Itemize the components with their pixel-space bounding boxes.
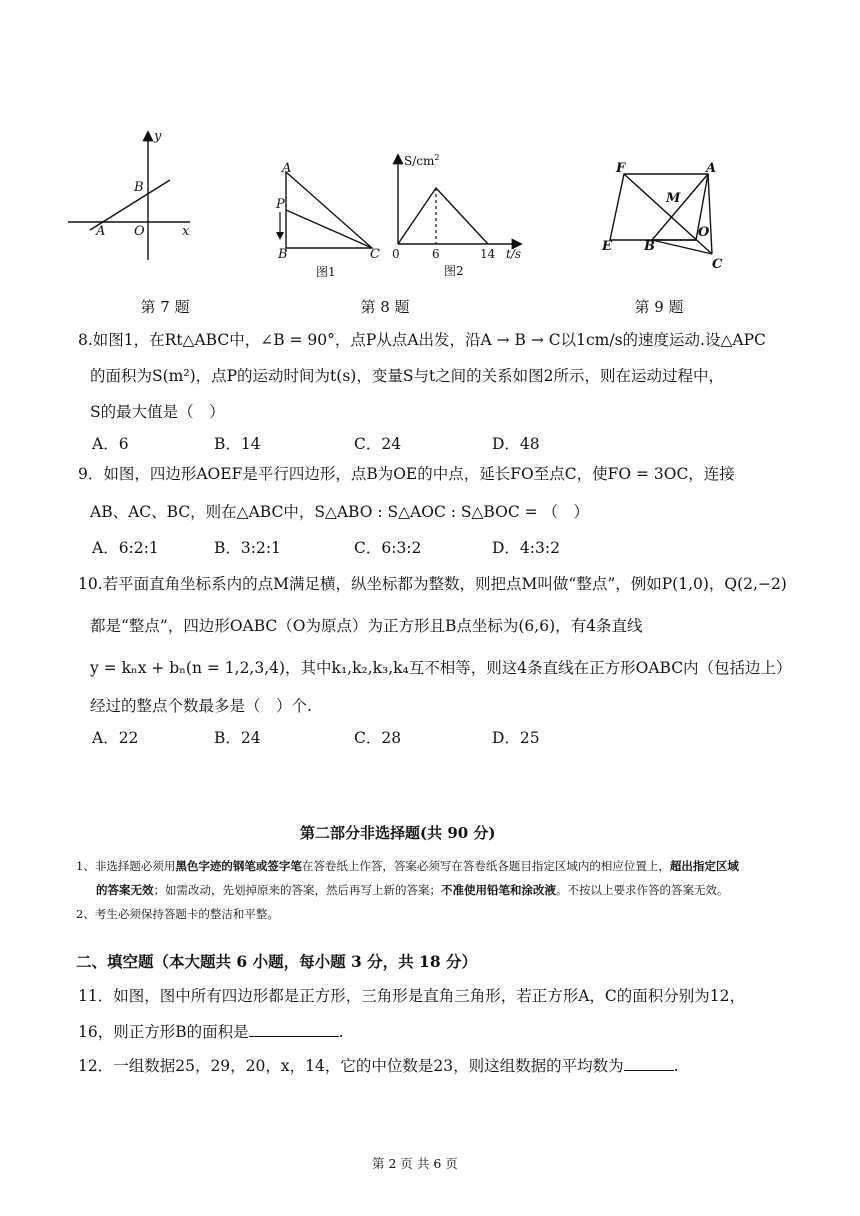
q9-option-a[interactable]: A．6:2:1 (92, 539, 159, 557)
q11-answer-blank[interactable] (249, 1022, 339, 1037)
question-11 (78, 982, 818, 1046)
q10-line4: 经过的整点个数最多是（ ）个. (90, 697, 312, 715)
question-8 (78, 322, 808, 452)
segment-pc (286, 210, 372, 248)
q12-answer-blank[interactable] (624, 1056, 674, 1071)
q10-line3: y = kₙx + bₙ(n = 1,2,3,4)，其中k₁,k₂,k₃,k₄互不相等，则这4条直线在正方形OABC内（包括边上） (90, 659, 792, 677)
figure-q9 (596, 158, 736, 276)
q10-option-a[interactable]: A．22 (92, 729, 139, 747)
label-xlabel: t/s (506, 247, 522, 261)
segment-bc (652, 240, 712, 254)
label-a: A (96, 224, 106, 239)
q8-option-a[interactable]: A．6 (92, 435, 129, 453)
tick-6: 6 (432, 247, 440, 261)
q12-line1: 12．一组数据25，29，20，x，14，它的中位数是23，则这组数据的平均数为 . (78, 1057, 679, 1075)
segment-ac (708, 174, 712, 254)
section2-heading: 二、填空题（本大题共 6 小题，每小题 3 分，共 18 分） (76, 952, 478, 971)
label-c: C (370, 247, 380, 262)
question-10 (78, 570, 818, 750)
figure-q7 (60, 125, 200, 265)
label-a: A (282, 161, 292, 176)
q8-option-c[interactable]: C．24 (354, 435, 402, 453)
label-b: B (644, 239, 655, 254)
q11-line1: 11．如图，图中所有四边形都是正方形，三角形是直角三角形，若正方形A，C的面积分别为12， (78, 987, 746, 1005)
part2-note2: 2、考生必须保持答题卡的整洁和平整。 (76, 907, 279, 921)
graph-s-t (398, 188, 488, 244)
q10-option-b[interactable]: B．24 (214, 729, 261, 747)
q10-line1: 10.若平面直角坐标系内的点M满足横，纵坐标都为整数，则把点M叫做“整点”，例如P(1,0)，Q(2,−2) (78, 575, 787, 593)
caption-fig1: 图1 (316, 265, 336, 279)
part2-note1-line2: 的答案无效；如需改动，先划掉原来的答案，然后再写上新的答案；不准使用铅笔和涂改液。不按以上要求作答的答案无效。 (96, 883, 729, 897)
caption-fig2: 图2 (444, 264, 464, 278)
q10-option-c[interactable]: C．28 (354, 729, 402, 747)
label-ylabel: $S/cm^2$ (404, 153, 440, 168)
q9-option-b[interactable]: B．3:2:1 (214, 539, 281, 557)
q10-option-d[interactable]: D．25 (492, 729, 540, 747)
q9-option-d[interactable]: D．4:3:2 (492, 539, 560, 557)
label-m: M (666, 191, 681, 206)
figure-q8-2 (384, 150, 532, 285)
figure-q8-1 (268, 160, 388, 285)
q9-line2: AB、AC、BC，则在△ABC中，S△ABO : S△AOC : S△BOC = （ ） (90, 503, 590, 521)
q8-option-d[interactable]: D．48 (492, 435, 540, 453)
parallelogram-aoef (610, 174, 708, 240)
label-o: O (698, 225, 710, 240)
part2-title: 第二部分非选择题(共 90 分) (300, 824, 496, 842)
label-x: x (182, 224, 190, 239)
q8-line1: 8.如图1，在Rt△ABC中，∠B = 90°，点P从点A出发，沿A → B → C以1cm/s的速度运动.设△APC (78, 331, 766, 349)
q9-line1: 9．如图，四边形AOEF是平行四边形，点B为OE的中点，延长FO至点C，使FO = 3OC，连接 (78, 465, 735, 483)
label-a: A (706, 161, 717, 176)
q11-line2: 16，则正方形B的面积是 . (78, 1023, 344, 1041)
caption-q9: 第 9 题 (634, 298, 684, 316)
label-f: F (616, 161, 626, 176)
question-9 (78, 458, 808, 558)
q9-option-c[interactable]: C．6:3:2 (354, 539, 422, 557)
tick-14: 14 (480, 247, 496, 261)
q8-line2: 的面积为S(m²)，点P的运动时间为t(s)，变量S与t之间的关系如图2所示，则在运动过程中， (90, 367, 725, 385)
q8-option-b[interactable]: B．14 (214, 435, 261, 453)
q10-line2: 都是“整点”，四边形OABC（O为原点）为正方形且B点坐标为(6,6)，有4条直线 (90, 617, 643, 635)
label-y: y (154, 129, 162, 144)
label-p: P (276, 197, 285, 212)
label-c: C (712, 257, 723, 272)
label-b: B (134, 180, 144, 195)
label-b: B (278, 247, 288, 262)
triangle-abc (286, 172, 372, 248)
q8-line3: S的最大值是（ ） (90, 403, 225, 421)
part2-note1-line1: 1、非选择题必须用黑色字迹的钢笔或签字笔在答卷纸上作答，答案必须写在答卷纸各题目指定区域内的相应位置上，超出指定区域 (76, 859, 739, 873)
caption-q8: 第 8 题 (360, 298, 410, 316)
question-12 (78, 1052, 818, 1082)
caption-q7: 第 7 题 (140, 298, 190, 316)
tick-0: 0 (392, 247, 400, 261)
label-e: E (602, 239, 612, 254)
label-o: O (134, 224, 145, 239)
segment-fc (624, 174, 712, 254)
page-footer: 第 2 页 共 6 页 (372, 1156, 458, 1171)
